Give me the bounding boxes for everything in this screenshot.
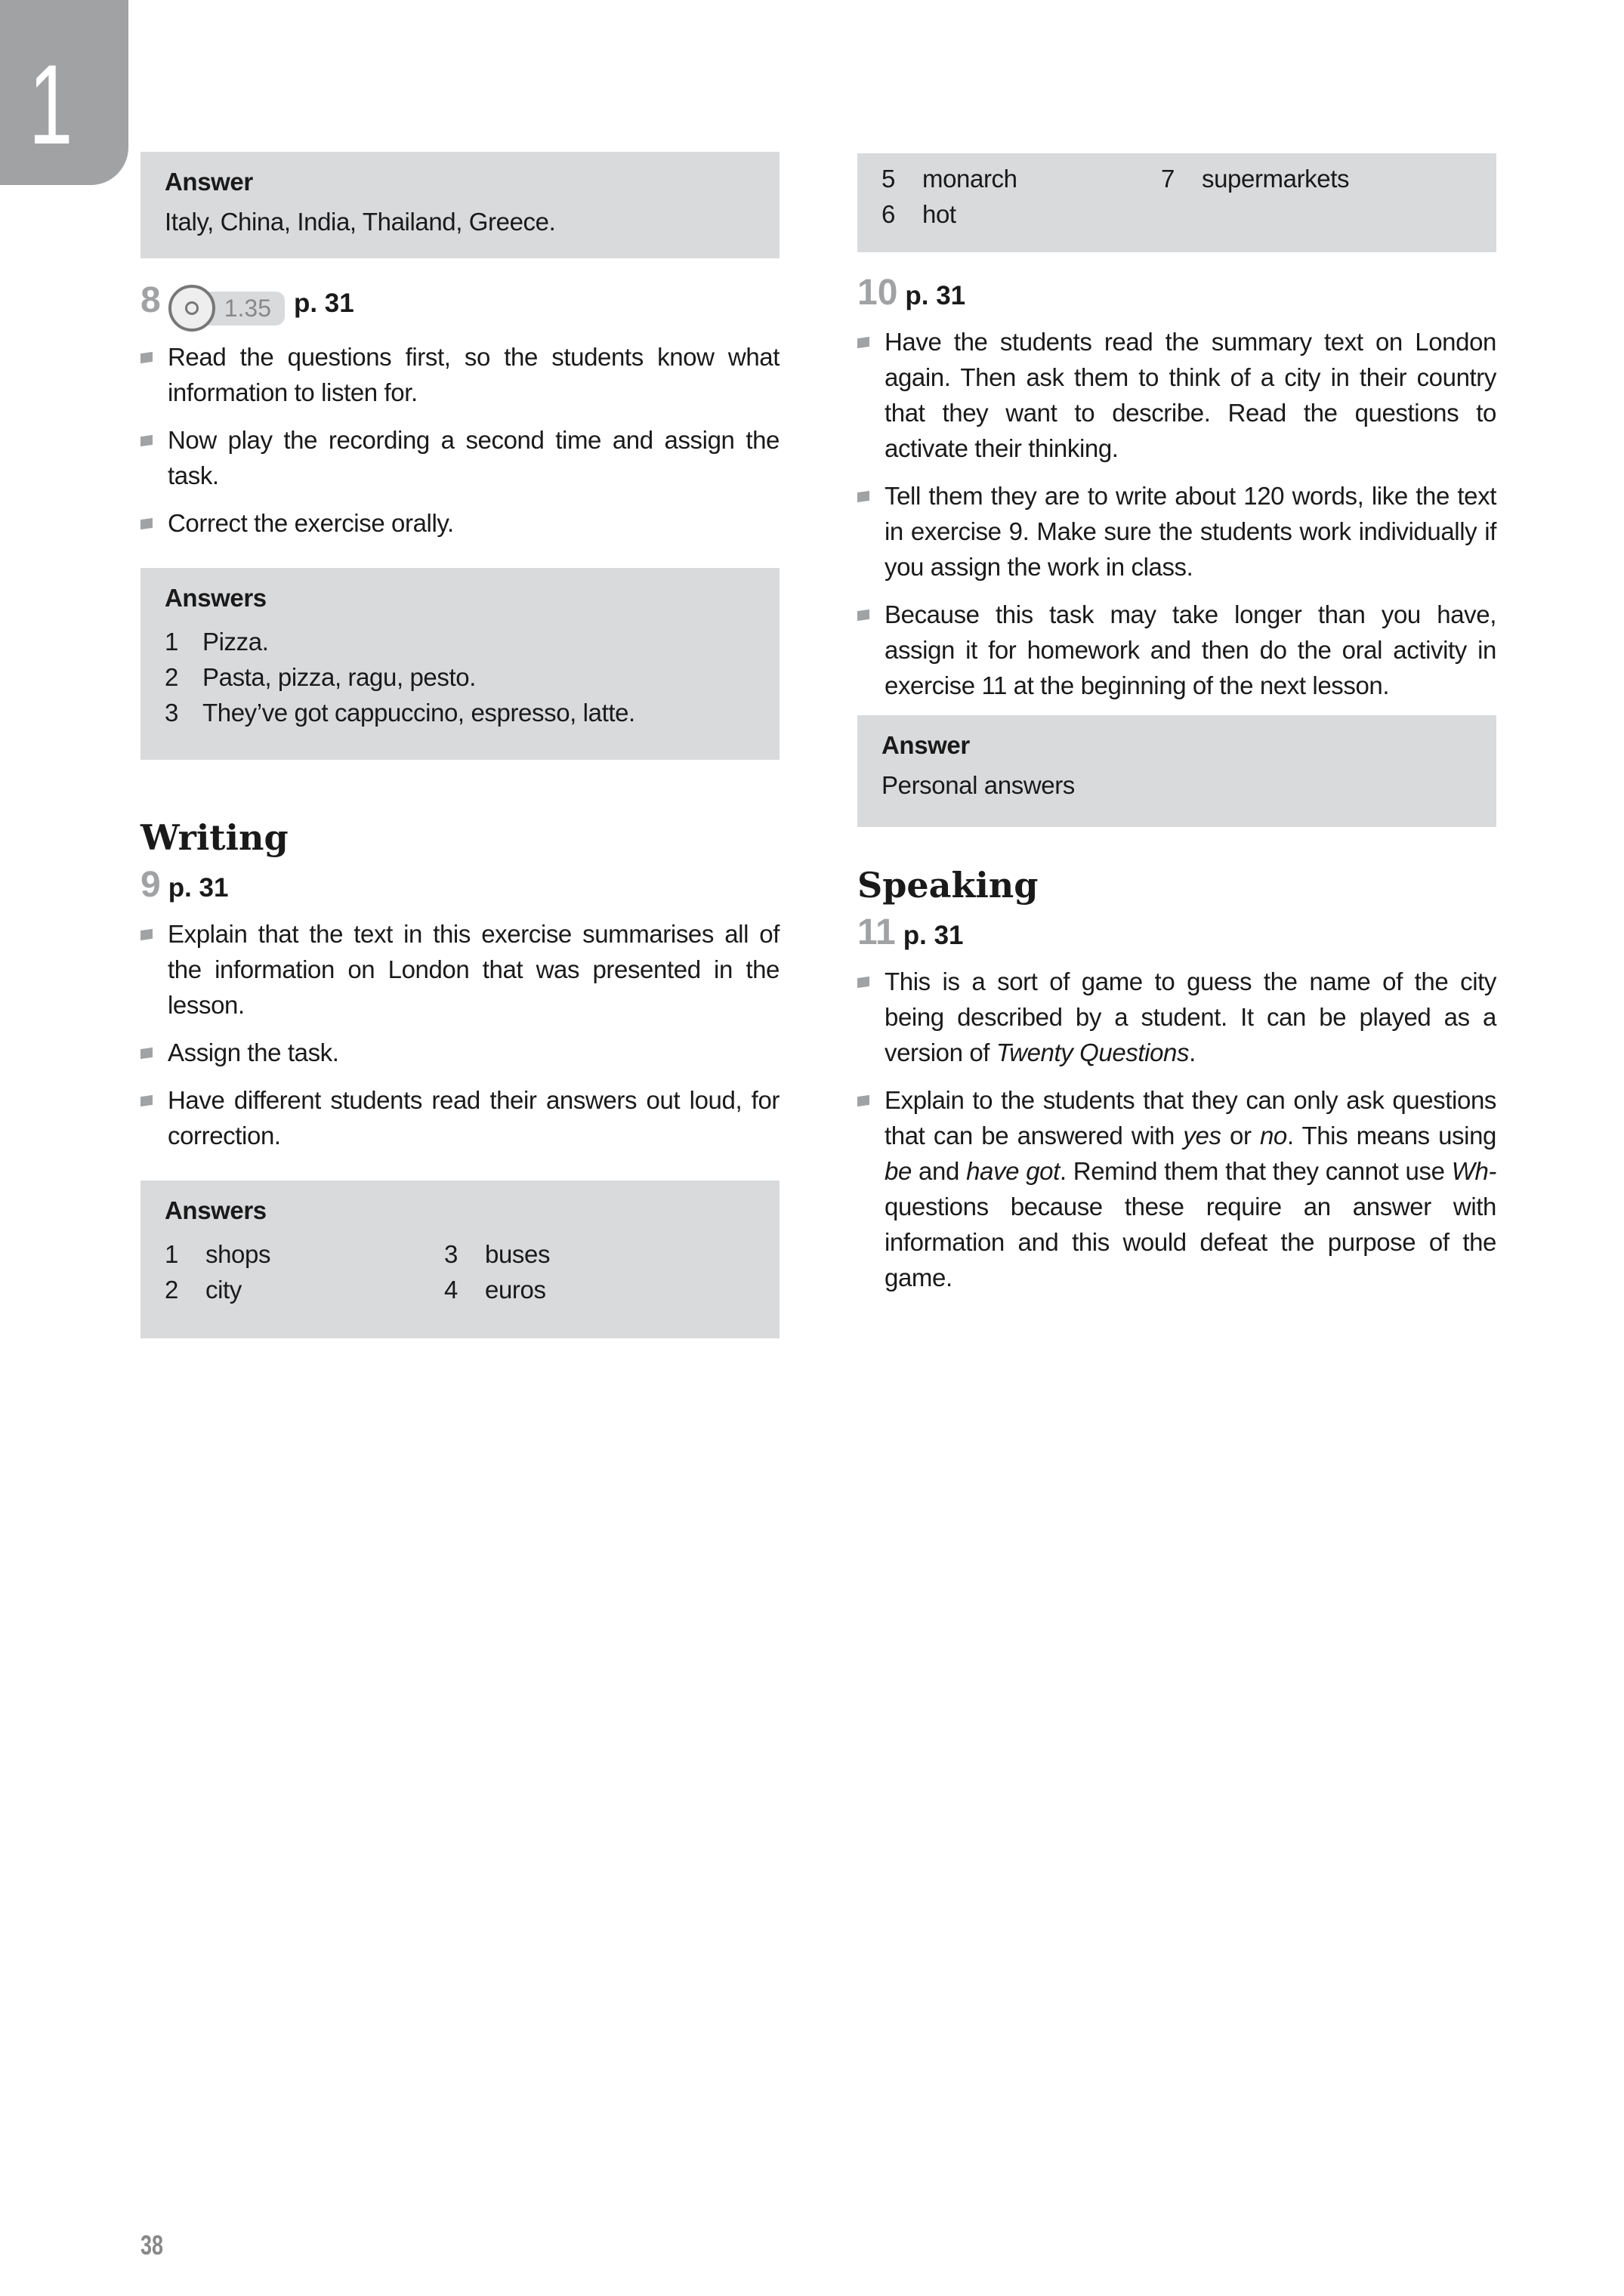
answer-row: 1 Pizza. xyxy=(165,628,269,656)
section-heading-writing: Writing xyxy=(140,817,289,858)
section-heading-speaking: Speaking xyxy=(857,865,1039,906)
bullet-icon xyxy=(140,1095,153,1106)
list-item: This is a sort of game to guess the name of the city being described by a student. It can be played as a version of Twenty Questions. xyxy=(857,964,1496,1070)
answer-text: Italy, China, India, Thailand, Greece. xyxy=(165,208,556,236)
bullet-icon xyxy=(857,1095,869,1106)
bullet-list xyxy=(857,964,1496,1295)
list-item: Now play the recording a second time and assign the task. xyxy=(140,422,780,493)
answer-row: 3 They’ve got cappuccino, espresso, latte. xyxy=(165,699,635,727)
answer-text: Personal answers xyxy=(881,771,1075,799)
right-column xyxy=(857,153,1496,1307)
bullet-list xyxy=(140,339,780,541)
answer-row: 7 supermarkets xyxy=(1161,165,1350,193)
answer-row: 2 Pasta, pizza, ragu, pesto. xyxy=(165,663,476,691)
answer-box xyxy=(857,715,1496,827)
answer-row: 3 buses xyxy=(444,1240,551,1268)
bullet-icon xyxy=(857,491,869,502)
page-number: 38 xyxy=(140,2230,164,2261)
answer-row: 6 hot xyxy=(881,200,956,228)
list-item: Explain to the students that they can only ask questions that can be answered with yes or no. This means using be and have got. Remind them that they cannot use Wh- questions because these require an answer with information and this would defeat the purpose of the game. xyxy=(857,1082,1496,1295)
bullet-icon xyxy=(857,609,869,621)
answers-box-continued xyxy=(857,153,1496,252)
bullet-icon xyxy=(140,929,153,940)
answers-box xyxy=(140,1180,780,1338)
bullet-icon xyxy=(857,337,869,348)
list-item: Read the questions first, so the students know what information to listen for. xyxy=(140,339,780,410)
bullet-icon xyxy=(140,435,153,446)
answer-title: Answer xyxy=(165,168,253,196)
answer-row: 5 monarch xyxy=(881,165,1017,193)
list-item: Tell them they are to write about 120 words, like the text in exercise 9. Make sure the students work individually if you assign the work in class. xyxy=(857,478,1496,585)
answer-row: 4 euros xyxy=(444,1276,546,1304)
list-item: Because this task may take longer than you have, assign it for homework and then do the oral activity in exercise 11 at the beginning of the next lesson. xyxy=(857,597,1496,703)
answer-title: Answer xyxy=(881,731,970,759)
track-number: 1.35 xyxy=(206,292,285,326)
unit-number: 1 xyxy=(29,41,73,168)
answers-title: Answers xyxy=(165,1196,267,1224)
list-item: Assign the task. xyxy=(140,1035,780,1070)
list-item: Have the students read the summary text on London again. Then ask them to think of a city in their country that they want to describe. Read the questions to activate their thinking. xyxy=(857,324,1496,466)
bullet-icon xyxy=(140,1048,153,1059)
exercise-number: 8 xyxy=(140,280,161,320)
unit-tab xyxy=(0,0,128,185)
cd-icon xyxy=(168,285,215,332)
list-item: Have different students read their answers out loud, for correction. xyxy=(140,1082,780,1153)
answer-row: 1 shops xyxy=(165,1240,271,1268)
bullet-icon xyxy=(857,977,869,988)
bullet-icon xyxy=(140,352,153,363)
exercise-9-heading: 9 p. 31 xyxy=(140,865,229,905)
bullet-icon xyxy=(140,518,153,529)
audio-track xyxy=(168,285,285,332)
answer-row: 2 city xyxy=(165,1276,242,1304)
bullet-list xyxy=(140,916,780,1153)
left-column xyxy=(140,152,780,1338)
page-ref: p. 31 xyxy=(293,289,354,318)
list-item: Correct the exercise orally. xyxy=(140,505,780,541)
exercise-11-heading: 11 p. 31 xyxy=(857,912,964,952)
bullet-list xyxy=(857,324,1496,703)
exercise-10-heading: 10 p. 31 xyxy=(857,273,966,313)
answers-title: Answers xyxy=(165,584,267,612)
list-item: Explain that the text in this exercise summarises all of the information on London that was presented in the lesson. xyxy=(140,916,780,1023)
exercise-8-heading xyxy=(140,279,780,329)
answer-box xyxy=(140,152,780,258)
answers-box xyxy=(140,568,780,760)
